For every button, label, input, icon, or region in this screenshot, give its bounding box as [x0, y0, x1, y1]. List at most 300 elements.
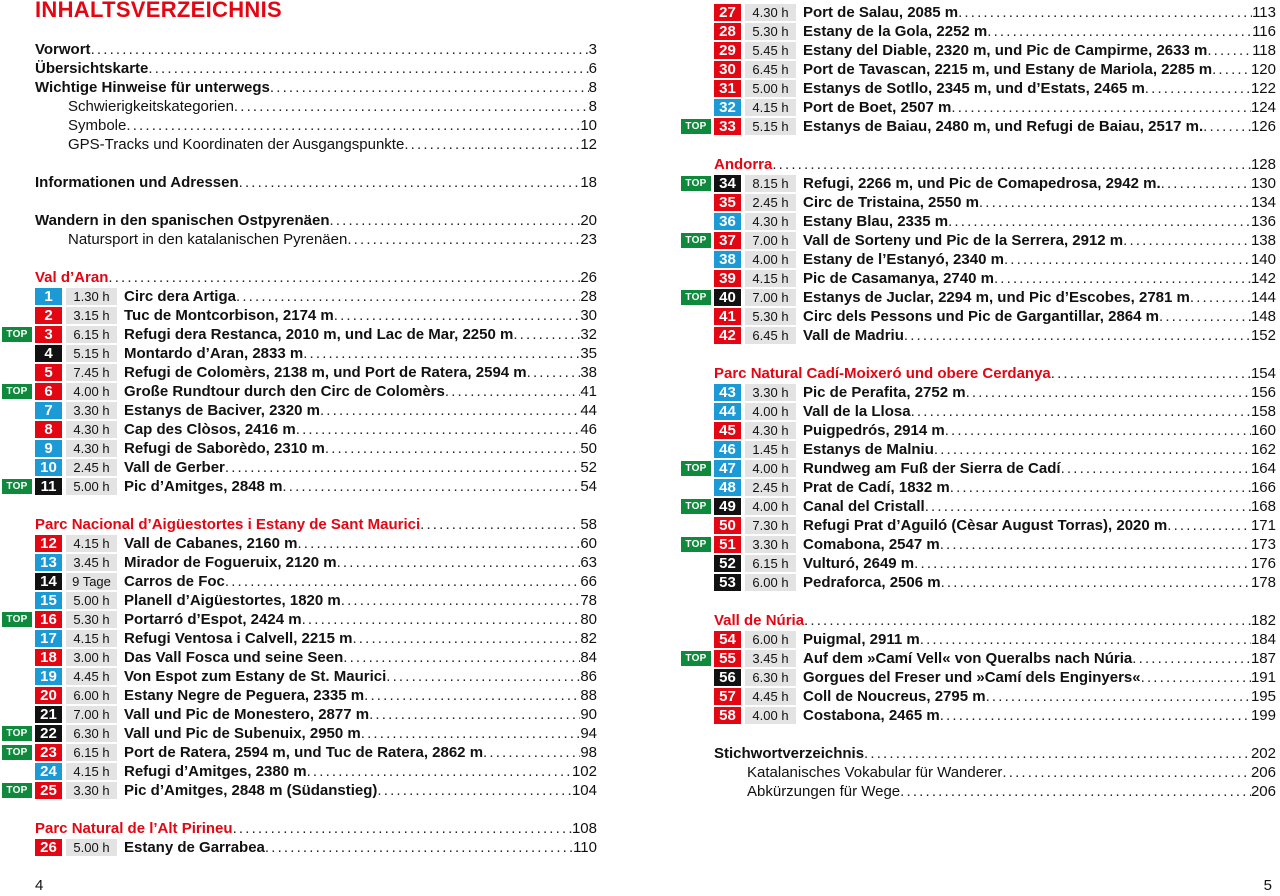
- tour-number-badge: 19: [35, 668, 62, 685]
- duration-badge: 4.15 h: [745, 270, 796, 287]
- entry-label: Circ dera Artiga: [124, 288, 236, 305]
- tour-entry[interactable]: [0, 553, 640, 572]
- duration-badge: 4.15 h: [66, 630, 117, 647]
- tour-number-badge: 56: [714, 669, 741, 686]
- entry-text: [803, 440, 1276, 459]
- entry-label: Mirador de Fogueruix, 2120 m: [124, 554, 337, 571]
- page-ref: 28: [580, 288, 597, 305]
- entry-text: [124, 591, 597, 610]
- page-ref: 187: [1250, 650, 1276, 667]
- entry-text: [68, 116, 597, 135]
- tour-number-badge: 8: [35, 421, 62, 438]
- entry-text: [803, 193, 1276, 212]
- tour-entry[interactable]: [0, 534, 640, 553]
- spacer: [640, 592, 1280, 611]
- tour-entry[interactable]: [640, 649, 1280, 668]
- duration-badge: 7.00 h: [745, 289, 796, 306]
- duration-badge: 9 Tage: [66, 573, 117, 590]
- tour-number-badge: 53: [714, 574, 741, 591]
- subsection-entry[interactable]: [640, 782, 1280, 801]
- spacer: [0, 249, 640, 268]
- entry-label: Estanys de Baiau, 2480 m, und Refugi de Baiau, 2517 m.: [803, 118, 1204, 135]
- tour-number-badge: 27: [714, 4, 741, 21]
- entry-text: [68, 97, 597, 116]
- region-entry[interactable]: [640, 155, 1280, 174]
- entry-label: Übersichtskarte: [35, 60, 149, 77]
- tour-number-badge: 47: [714, 460, 741, 477]
- tour-entry[interactable]: [640, 193, 1280, 212]
- duration-badge: 6.45 h: [745, 61, 796, 78]
- duration-badge: 4.00 h: [745, 707, 796, 724]
- tour-entry[interactable]: [640, 117, 1280, 136]
- entry-label: Pedraforca, 2506 m: [803, 574, 941, 591]
- entry-text: [803, 478, 1276, 497]
- duration-badge: 4.30 h: [745, 422, 796, 439]
- tour-entry[interactable]: [640, 98, 1280, 117]
- entry-label: Puigmal, 2911 m: [803, 631, 920, 648]
- entry-text: [124, 629, 597, 648]
- tour-entry[interactable]: [640, 60, 1280, 79]
- entry-label: Prat de Cadí, 1832 m: [803, 479, 950, 496]
- dot-leader: [911, 402, 1251, 421]
- dot-leader: [352, 629, 580, 648]
- dot-leader: [233, 819, 572, 838]
- duration-badge: 5.15 h: [66, 345, 117, 362]
- duration-badge: 3.30 h: [66, 402, 117, 419]
- tour-number-badge: 25: [35, 782, 62, 799]
- dot-leader: [483, 743, 580, 762]
- top-badge: TOP: [681, 651, 711, 666]
- top-badge: TOP: [681, 499, 711, 514]
- tour-entry[interactable]: [0, 591, 640, 610]
- dot-leader: [979, 193, 1251, 212]
- tour-entry[interactable]: [0, 724, 640, 743]
- entry-text: [803, 98, 1276, 117]
- dot-leader: [341, 591, 581, 610]
- tour-number-badge: 38: [714, 251, 741, 268]
- dot-leader: [1141, 668, 1251, 687]
- duration-badge: 3.30 h: [745, 384, 796, 401]
- tour-entry[interactable]: [640, 706, 1280, 725]
- page-ref: 166: [1250, 479, 1276, 496]
- dot-leader: [91, 40, 589, 59]
- tour-entry[interactable]: [0, 325, 640, 344]
- tour-number-badge: 32: [714, 99, 741, 116]
- entry-label: Cap des Clòsos, 2416 m: [124, 421, 296, 438]
- entry-text: [124, 534, 597, 553]
- page-ref: 8: [588, 98, 597, 115]
- dot-leader: [239, 173, 581, 192]
- entry-text: [35, 211, 597, 230]
- entry-label: Estanys de Malniu: [803, 441, 934, 458]
- tour-number-badge: 6: [35, 383, 62, 400]
- tour-entry[interactable]: [0, 401, 640, 420]
- dot-leader: [297, 534, 580, 553]
- entry-label: Val d’Aran: [35, 269, 109, 286]
- tour-number-badge: 45: [714, 422, 741, 439]
- tour-entry[interactable]: [0, 287, 640, 306]
- tour-entry[interactable]: [640, 326, 1280, 345]
- dot-leader: [1203, 117, 1251, 136]
- duration-badge: 6.30 h: [745, 669, 796, 686]
- tour-number-badge: 1: [35, 288, 62, 305]
- region-entry[interactable]: [0, 819, 640, 838]
- tour-number-badge: 14: [35, 573, 62, 590]
- dot-leader: [303, 344, 580, 363]
- tour-entry[interactable]: [0, 705, 640, 724]
- subsection-entry[interactable]: [0, 97, 640, 116]
- entry-label: Circ dels Pessons und Pic de Gargantillar, 2864 m: [803, 308, 1159, 325]
- entry-label: Symbole: [68, 117, 127, 134]
- page-ref: 8: [588, 79, 597, 96]
- tour-entry[interactable]: [640, 22, 1280, 41]
- tour-number-badge: 39: [714, 270, 741, 287]
- tour-entry[interactable]: [640, 440, 1280, 459]
- right-page: [640, 0, 1280, 896]
- page-ref: 122: [1250, 80, 1276, 97]
- entry-text: [803, 41, 1276, 60]
- tour-entry[interactable]: [640, 668, 1280, 687]
- dot-leader: [864, 744, 1251, 763]
- dot-leader: [950, 478, 1251, 497]
- subsection-entry[interactable]: [0, 135, 640, 154]
- page-ref: 118: [1252, 42, 1276, 59]
- duration-badge: 2.45 h: [745, 479, 796, 496]
- region-entry[interactable]: [640, 611, 1280, 630]
- tour-entry[interactable]: [640, 383, 1280, 402]
- tour-entry[interactable]: [640, 269, 1280, 288]
- tour-number-badge: 4: [35, 345, 62, 362]
- dot-leader: [330, 211, 581, 230]
- page-ref: 104: [571, 782, 597, 799]
- tour-number-badge: 55: [714, 650, 741, 667]
- dot-leader: [108, 268, 580, 287]
- duration-badge: 5.30 h: [66, 611, 117, 628]
- entry-text: [803, 383, 1276, 402]
- dot-leader: [941, 573, 1251, 592]
- tour-entry[interactable]: [640, 307, 1280, 326]
- dot-leader: [804, 611, 1251, 630]
- duration-badge: 4.45 h: [66, 668, 117, 685]
- tour-number-badge: 16: [35, 611, 62, 628]
- entry-label: Estanys de Juclar, 2294 m, und Pic d’Escobes, 2781 m: [803, 289, 1190, 306]
- entry-label: Refugi de Colomèrs, 2138 m, und Port de Ratera, 2594 m: [124, 364, 527, 381]
- tour-entry[interactable]: [0, 781, 640, 800]
- tour-entry[interactable]: [640, 535, 1280, 554]
- entry-label: Katalanisches Vokabular für Wanderer: [747, 764, 1003, 781]
- duration-badge: 5.30 h: [745, 308, 796, 325]
- section-entry[interactable]: [0, 59, 640, 78]
- top-badge: TOP: [2, 612, 32, 627]
- tour-entry[interactable]: [0, 629, 640, 648]
- dot-leader: [1002, 763, 1251, 782]
- tour-entry[interactable]: [0, 363, 640, 382]
- dot-leader: [914, 554, 1251, 573]
- tour-number-badge: 9: [35, 440, 62, 457]
- tour-entry[interactable]: [640, 79, 1280, 98]
- tour-number-badge: 17: [35, 630, 62, 647]
- entry-label: Vall und Pic de Subenuix, 2950 m: [124, 725, 361, 742]
- duration-badge: 4.30 h: [745, 4, 796, 21]
- tour-entry[interactable]: [640, 288, 1280, 307]
- duration-badge: 5.45 h: [745, 42, 796, 59]
- duration-badge: 3.45 h: [66, 554, 117, 571]
- entry-text: [35, 78, 597, 97]
- entry-label: Puigpedrós, 2914 m: [803, 422, 945, 439]
- dot-leader: [945, 421, 1251, 440]
- dot-leader: [225, 572, 580, 591]
- dot-leader: [987, 22, 1252, 41]
- tour-number-badge: 43: [714, 384, 741, 401]
- duration-badge: 4.15 h: [66, 535, 117, 552]
- entry-text: [803, 288, 1276, 307]
- tour-entry[interactable]: [0, 838, 640, 857]
- dot-leader: [1061, 459, 1251, 478]
- page-ref: 184: [1250, 631, 1276, 648]
- tour-number-badge: 5: [35, 364, 62, 381]
- section-entry[interactable]: [0, 40, 640, 59]
- section-entry[interactable]: [640, 744, 1280, 763]
- entry-text: [124, 667, 597, 686]
- region-entry[interactable]: [0, 515, 640, 534]
- tour-entry[interactable]: [0, 686, 640, 705]
- dot-leader: [296, 420, 581, 439]
- tour-entry[interactable]: [640, 687, 1280, 706]
- page-ref: 110: [573, 839, 597, 856]
- page-ref: 140: [1250, 251, 1276, 268]
- entry-text: [714, 155, 1276, 174]
- dot-leader: [1161, 174, 1251, 193]
- tour-entry[interactable]: [0, 648, 640, 667]
- dot-leader: [1207, 41, 1252, 60]
- tour-entry[interactable]: [640, 231, 1280, 250]
- top-badge: TOP: [681, 537, 711, 552]
- duration-badge: 7.45 h: [66, 364, 117, 381]
- page-ref: 84: [580, 649, 597, 666]
- tour-number-badge: 46: [714, 441, 741, 458]
- duration-badge: 6.15 h: [745, 555, 796, 572]
- tour-entry[interactable]: [640, 459, 1280, 478]
- top-badge: TOP: [681, 461, 711, 476]
- tour-entry[interactable]: [0, 477, 640, 496]
- tour-entry[interactable]: [0, 306, 640, 325]
- entry-label: Canal del Cristall: [803, 498, 925, 515]
- tour-number-badge: 36: [714, 213, 741, 230]
- subsection-entry[interactable]: [0, 116, 640, 135]
- entry-text: [35, 515, 597, 534]
- entry-text: [803, 22, 1276, 41]
- entry-text: [803, 459, 1276, 478]
- page-ref: 78: [580, 592, 597, 609]
- section-entry[interactable]: [0, 173, 640, 192]
- page-ref: 58: [580, 516, 597, 533]
- tour-entry[interactable]: [0, 762, 640, 781]
- page-ref: 88: [580, 687, 597, 704]
- dot-leader: [369, 705, 580, 724]
- entry-text: [803, 79, 1276, 98]
- dot-leader: [1123, 231, 1251, 250]
- tour-entry[interactable]: [640, 212, 1280, 231]
- dot-leader: [934, 440, 1251, 459]
- page-ref: 173: [1250, 536, 1276, 553]
- entry-label: Vall de Sorteny und Pic de la Serrera, 2912 m: [803, 232, 1124, 249]
- entry-text: [803, 554, 1276, 573]
- duration-badge: 4.30 h: [66, 421, 117, 438]
- tour-entry[interactable]: [0, 743, 640, 762]
- tour-entry[interactable]: [0, 667, 640, 686]
- tour-number-badge: 21: [35, 706, 62, 723]
- tour-number-badge: 28: [714, 23, 741, 40]
- tour-number-badge: 40: [714, 289, 741, 306]
- top-badge: TOP: [681, 119, 711, 134]
- dot-leader: [1051, 364, 1251, 383]
- dot-leader: [337, 553, 581, 572]
- entry-label: Pic d’Amitges, 2848 m: [124, 478, 283, 495]
- dot-leader: [302, 610, 581, 629]
- tour-entry[interactable]: [640, 402, 1280, 421]
- subsection-entry[interactable]: [640, 763, 1280, 782]
- tour-entry[interactable]: [640, 573, 1280, 592]
- section-entry[interactable]: [0, 211, 640, 230]
- entry-text: [803, 535, 1276, 554]
- entry-label: Estany del Diable, 2320 m, und Pic de Campirme, 2633 m: [803, 42, 1208, 59]
- tour-number-badge: 13: [35, 554, 62, 571]
- duration-badge: 3.00 h: [66, 649, 117, 666]
- page-ref: 160: [1250, 422, 1276, 439]
- duration-badge: 6.00 h: [66, 687, 117, 704]
- tour-entry[interactable]: [640, 516, 1280, 535]
- entry-text: [35, 268, 597, 287]
- tour-entry[interactable]: [0, 439, 640, 458]
- entry-label: Schwierigkeitskategorien: [68, 98, 234, 115]
- region-entry[interactable]: [640, 364, 1280, 383]
- dot-leader: [940, 535, 1251, 554]
- entry-label: Rundweg am Fuß der Sierra de Cadí: [803, 460, 1061, 477]
- dot-leader: [347, 230, 580, 249]
- tour-number-badge: 57: [714, 688, 741, 705]
- tour-entry[interactable]: [640, 3, 1280, 22]
- page-ref: 162: [1250, 441, 1276, 458]
- dot-leader: [513, 325, 580, 344]
- duration-badge: 7.00 h: [66, 706, 117, 723]
- entry-label: Portarró d’Espot, 2424 m: [124, 611, 302, 628]
- tour-entry[interactable]: [640, 421, 1280, 440]
- page-ref: 82: [580, 630, 597, 647]
- tour-entry[interactable]: [0, 610, 640, 629]
- subsection-entry[interactable]: [0, 230, 640, 249]
- tour-entry[interactable]: [0, 420, 640, 439]
- dot-leader: [377, 781, 572, 800]
- duration-badge: 5.30 h: [745, 23, 796, 40]
- top-badge: TOP: [2, 384, 32, 399]
- tour-number-badge: 34: [714, 175, 741, 192]
- tour-number-badge: 12: [35, 535, 62, 552]
- page-ref: 102: [571, 763, 597, 780]
- page-ref: 136: [1250, 213, 1276, 230]
- entry-text: [803, 212, 1276, 231]
- entry-text: [124, 325, 597, 344]
- dot-leader: [361, 724, 581, 743]
- page-ref: 30: [580, 307, 597, 324]
- duration-badge: 3.15 h: [66, 307, 117, 324]
- page-ref: 134: [1250, 194, 1276, 211]
- entry-text: [35, 40, 597, 59]
- page-ref: 124: [1250, 99, 1276, 116]
- page-ref: 26: [580, 269, 597, 286]
- dot-leader: [270, 78, 589, 97]
- page-ref: 120: [1250, 61, 1276, 78]
- duration-badge: 8.15 h: [745, 175, 796, 192]
- tour-entry[interactable]: [640, 497, 1280, 516]
- page-ref: 12: [580, 136, 597, 153]
- entry-text: [124, 287, 597, 306]
- spacer: [0, 496, 640, 515]
- tour-entry[interactable]: [640, 41, 1280, 60]
- entry-label: Vall de Gerber: [124, 459, 225, 476]
- tour-entry[interactable]: [640, 554, 1280, 573]
- page-ref: 164: [1250, 460, 1276, 477]
- entry-label: Vall de Madriu: [803, 327, 904, 344]
- tour-entry[interactable]: [0, 344, 640, 363]
- duration-badge: 2.45 h: [745, 194, 796, 211]
- toc-list-left: [0, 40, 640, 857]
- dot-leader: [1212, 60, 1251, 79]
- entry-label: Refugi dera Restanca, 2010 m, und Lac de Mar, 2250 m: [124, 326, 514, 343]
- tour-number-badge: 18: [35, 649, 62, 666]
- tour-entry[interactable]: [640, 478, 1280, 497]
- entry-label: Vorwort: [35, 41, 91, 58]
- entry-text: [803, 497, 1276, 516]
- page-ref: 18: [580, 174, 597, 191]
- dot-leader: [148, 59, 588, 78]
- dot-leader: [225, 458, 580, 477]
- entry-label: Informationen und Adressen: [35, 174, 239, 191]
- entry-text: [124, 477, 597, 496]
- tour-number-badge: 50: [714, 517, 741, 534]
- section-entry[interactable]: [0, 78, 640, 97]
- entry-text: [124, 610, 597, 629]
- duration-badge: 7.00 h: [745, 232, 796, 249]
- tour-entry[interactable]: [640, 174, 1280, 193]
- dot-leader: [420, 515, 580, 534]
- entry-text: [714, 364, 1276, 383]
- dot-leader: [920, 630, 1251, 649]
- tour-entry[interactable]: [0, 458, 640, 477]
- tour-number-badge: 51: [714, 536, 741, 553]
- entry-label: Estany de l’Estanyó, 2340 m: [803, 251, 1004, 268]
- tour-number-badge: 49: [714, 498, 741, 515]
- dot-leader: [334, 306, 581, 325]
- entry-label: Auf dem »Camí Vell« von Queralbs nach Núria: [803, 650, 1133, 667]
- tour-entry[interactable]: [0, 572, 640, 591]
- entry-label: Port de Tavascan, 2215 m, und Estany de Mariola, 2285 m: [803, 61, 1213, 78]
- duration-badge: 3.30 h: [66, 782, 117, 799]
- tour-entry[interactable]: [0, 382, 640, 401]
- entry-text: [714, 744, 1276, 763]
- tour-entry[interactable]: [640, 630, 1280, 649]
- region-entry[interactable]: [0, 268, 640, 287]
- entry-label: Parc Natural de l’Alt Pirineu: [35, 820, 233, 837]
- tour-number-badge: 10: [35, 459, 62, 476]
- tour-entry[interactable]: [640, 250, 1280, 269]
- duration-badge: 6.00 h: [745, 631, 796, 648]
- entry-label: Andorra: [714, 156, 773, 173]
- page-ref: 148: [1250, 308, 1276, 325]
- entry-label: Große Rundtour durch den Circ de Colomèrs: [124, 383, 445, 400]
- tour-number-badge: 33: [714, 118, 741, 135]
- page-ref: 154: [1250, 365, 1276, 382]
- dot-leader: [307, 762, 572, 781]
